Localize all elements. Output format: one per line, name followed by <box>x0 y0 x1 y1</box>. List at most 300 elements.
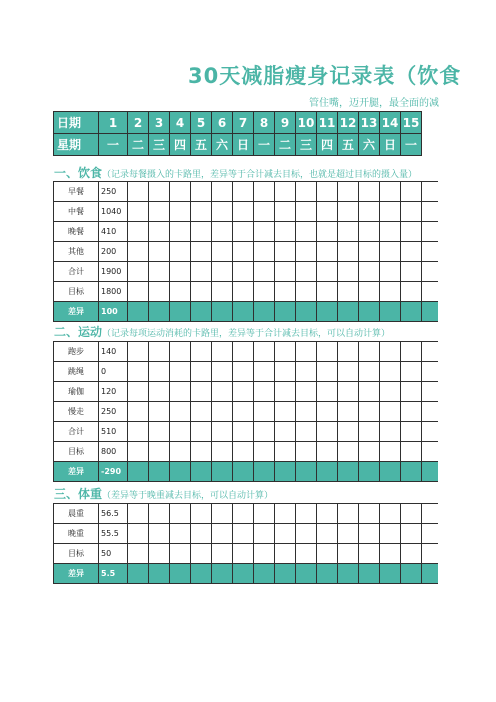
day-entry-cell[interactable] <box>421 341 438 362</box>
day-entry-cell[interactable] <box>127 441 149 462</box>
day-entry-cell[interactable] <box>421 401 438 422</box>
day-entry-cell[interactable] <box>148 543 170 564</box>
day-entry-cell[interactable] <box>169 503 191 524</box>
day-entry-cell[interactable] <box>358 221 380 242</box>
day-entry-cell[interactable] <box>190 241 212 262</box>
day-entry-cell[interactable] <box>295 503 317 524</box>
day-entry-cell[interactable] <box>421 201 438 222</box>
day-entry-cell[interactable] <box>169 563 191 584</box>
diet-row-value[interactable]: 410 <box>98 221 128 242</box>
day-entry-cell[interactable] <box>295 201 317 222</box>
day-entry-cell[interactable] <box>211 401 233 422</box>
day-cell: 3 <box>148 111 170 134</box>
day-entry-cell[interactable] <box>253 181 275 202</box>
day-entry-cell[interactable] <box>400 221 422 242</box>
day-entry-cell[interactable] <box>337 361 359 382</box>
day-entry-cell[interactable] <box>316 201 338 222</box>
day-entry-cell[interactable] <box>148 523 170 544</box>
day-entry-cell[interactable] <box>211 281 233 302</box>
day-entry-cell[interactable] <box>211 241 233 262</box>
day-entry-cell[interactable] <box>253 201 275 222</box>
day-entry-cell[interactable] <box>379 421 401 442</box>
day-entry-cell[interactable] <box>421 503 438 524</box>
day-entry-cell[interactable] <box>148 421 170 442</box>
day-entry-cell[interactable] <box>358 543 380 564</box>
exercise-row-value[interactable]: 120 <box>98 381 128 402</box>
day-entry-cell[interactable] <box>358 381 380 402</box>
day-entry-cell[interactable] <box>169 221 191 242</box>
day-entry-cell[interactable] <box>232 523 254 544</box>
day-cell: 12 <box>337 111 359 134</box>
day-entry-cell[interactable] <box>421 361 438 382</box>
day-entry-cell[interactable] <box>274 181 296 202</box>
day-entry-cell[interactable] <box>337 503 359 524</box>
diet-row-value[interactable]: 1800 <box>98 281 128 302</box>
exercise-row-value[interactable]: 510 <box>98 421 128 442</box>
exercise-row-value[interactable]: 0 <box>98 361 128 382</box>
day-entry-cell[interactable] <box>211 261 233 282</box>
day-entry-cell[interactable] <box>274 361 296 382</box>
day-entry-cell[interactable] <box>358 361 380 382</box>
day-entry-cell[interactable] <box>169 361 191 382</box>
day-entry-cell[interactable] <box>421 241 438 262</box>
day-entry-cell[interactable] <box>295 441 317 462</box>
day-entry-cell[interactable] <box>190 181 212 202</box>
day-entry-cell[interactable] <box>169 381 191 402</box>
day-entry-cell[interactable] <box>127 181 149 202</box>
day-entry-cell[interactable] <box>211 503 233 524</box>
day-entry-cell[interactable] <box>316 563 338 584</box>
day-entry-cell[interactable] <box>190 361 212 382</box>
day-entry-cell[interactable] <box>379 241 401 262</box>
day-entry-cell[interactable] <box>253 503 275 524</box>
day-entry-cell[interactable] <box>169 461 191 482</box>
exercise-row <box>54 361 438 382</box>
day-entry-cell[interactable] <box>253 421 275 442</box>
weight-row-value[interactable]: 5.5 <box>98 563 128 584</box>
day-entry-cell[interactable] <box>253 241 275 262</box>
day-entry-cell[interactable] <box>253 563 275 584</box>
day-entry-cell[interactable] <box>400 241 422 262</box>
day-entry-cell[interactable] <box>211 461 233 482</box>
diet-row-value[interactable]: 250 <box>98 181 128 202</box>
day-entry-cell[interactable] <box>379 503 401 524</box>
diet-row-value[interactable]: 200 <box>98 241 128 262</box>
day-entry-cell[interactable] <box>274 421 296 442</box>
day-entry-cell[interactable] <box>274 281 296 302</box>
day-entry-cell[interactable] <box>148 441 170 462</box>
exercise-row-value[interactable]: 140 <box>98 341 128 362</box>
day-entry-cell[interactable] <box>421 381 438 402</box>
day-entry-cell[interactable] <box>190 461 212 482</box>
day-entry-cell[interactable] <box>127 461 149 482</box>
day-entry-cell[interactable] <box>169 401 191 422</box>
day-entry-cell[interactable] <box>400 181 422 202</box>
day-entry-cell[interactable] <box>274 523 296 544</box>
day-entry-cell[interactable] <box>274 241 296 262</box>
day-entry-cell[interactable] <box>316 543 338 564</box>
day-entry-cell[interactable] <box>148 261 170 282</box>
day-entry-cell[interactable] <box>400 503 422 524</box>
day-entry-cell[interactable] <box>400 261 422 282</box>
day-entry-cell[interactable] <box>232 503 254 524</box>
day-entry-cell[interactable] <box>232 543 254 564</box>
day-entry-cell[interactable] <box>337 221 359 242</box>
day-entry-cell[interactable] <box>232 441 254 462</box>
day-entry-cell[interactable] <box>169 181 191 202</box>
day-entry-cell[interactable] <box>316 221 338 242</box>
day-entry-cell[interactable] <box>232 261 254 282</box>
weight-row-value[interactable]: 55.5 <box>98 523 128 544</box>
weekday-cell: 三 <box>148 133 170 156</box>
day-entry-cell[interactable] <box>127 381 149 402</box>
day-entry-cell[interactable] <box>358 503 380 524</box>
day-entry-cell[interactable] <box>274 563 296 584</box>
day-entry-cell[interactable] <box>253 401 275 422</box>
day-entry-cell[interactable] <box>337 563 359 584</box>
day-entry-cell[interactable] <box>127 401 149 422</box>
day-entry-cell[interactable] <box>337 441 359 462</box>
day-entry-cell[interactable] <box>211 301 233 322</box>
day-entry-cell[interactable] <box>337 341 359 362</box>
day-entry-cell[interactable] <box>316 301 338 322</box>
day-entry-cell[interactable] <box>400 441 422 462</box>
day-entry-cell[interactable] <box>148 401 170 422</box>
day-cell: 4 <box>169 111 191 134</box>
day-entry-cell[interactable] <box>127 301 149 322</box>
day-entry-cell[interactable] <box>211 543 233 564</box>
day-entry-cell[interactable] <box>400 401 422 422</box>
day-entry-cell[interactable] <box>127 563 149 584</box>
diet-row-value[interactable]: 1900 <box>98 261 128 282</box>
day-entry-cell[interactable] <box>253 523 275 544</box>
day-entry-cell[interactable] <box>169 441 191 462</box>
day-entry-cell[interactable] <box>400 301 422 322</box>
day-entry-cell[interactable] <box>379 221 401 242</box>
day-entry-cell[interactable] <box>316 401 338 422</box>
exercise-row-label: 慢走 <box>53 401 99 422</box>
day-entry-cell[interactable] <box>211 341 233 362</box>
exercise-row-value[interactable]: 250 <box>98 401 128 422</box>
day-entry-cell[interactable] <box>337 543 359 564</box>
day-entry-cell[interactable] <box>274 221 296 242</box>
day-entry-cell[interactable] <box>148 221 170 242</box>
day-entry-cell[interactable] <box>379 181 401 202</box>
day-entry-cell[interactable] <box>232 201 254 222</box>
day-entry-cell[interactable] <box>316 361 338 382</box>
day-entry-cell[interactable] <box>169 201 191 222</box>
day-entry-cell[interactable] <box>295 401 317 422</box>
day-entry-cell[interactable] <box>253 543 275 564</box>
day-entry-cell[interactable] <box>127 421 149 442</box>
diet-row-value[interactable]: 100 <box>98 301 128 322</box>
day-entry-cell[interactable] <box>211 381 233 402</box>
day-entry-cell[interactable] <box>421 261 438 282</box>
day-entry-cell[interactable] <box>421 181 438 202</box>
day-entry-cell[interactable] <box>148 381 170 402</box>
day-entry-cell[interactable] <box>295 181 317 202</box>
day-entry-cell[interactable] <box>169 543 191 564</box>
day-entry-cell[interactable] <box>337 261 359 282</box>
day-entry-cell[interactable] <box>316 241 338 262</box>
day-entry-cell[interactable] <box>358 181 380 202</box>
day-entry-cell[interactable] <box>232 563 254 584</box>
day-entry-cell[interactable] <box>190 201 212 222</box>
day-entry-cell[interactable] <box>148 503 170 524</box>
day-entry-cell[interactable] <box>169 523 191 544</box>
day-entry-cell[interactable] <box>190 543 212 564</box>
day-entry-cell[interactable] <box>127 361 149 382</box>
day-entry-cell[interactable] <box>379 441 401 462</box>
day-entry-cell[interactable] <box>232 221 254 242</box>
day-entry-cell[interactable] <box>127 201 149 222</box>
day-entry-cell[interactable] <box>421 221 438 242</box>
day-entry-cell[interactable] <box>358 281 380 302</box>
day-entry-cell[interactable] <box>400 523 422 544</box>
day-entry-cell[interactable] <box>316 181 338 202</box>
day-entry-cell[interactable] <box>400 563 422 584</box>
weight-row-value[interactable]: 56.5 <box>98 503 128 524</box>
day-entry-cell[interactable] <box>400 461 422 482</box>
day-entry-cell[interactable] <box>421 543 438 564</box>
day-entry-cell[interactable] <box>421 461 438 482</box>
day-entry-cell[interactable] <box>211 361 233 382</box>
day-entry-cell[interactable] <box>232 341 254 362</box>
day-entry-cell[interactable] <box>379 201 401 222</box>
day-cell: 2 <box>127 111 149 134</box>
day-entry-cell[interactable] <box>400 341 422 362</box>
day-entry-cell[interactable] <box>274 261 296 282</box>
day-entry-cell[interactable] <box>421 301 438 322</box>
weekday-cell: 六 <box>358 133 380 156</box>
day-entry-cell[interactable] <box>316 461 338 482</box>
day-entry-cell[interactable] <box>232 361 254 382</box>
day-entry-cell[interactable] <box>337 181 359 202</box>
day-entry-cell[interactable] <box>148 281 170 302</box>
day-entry-cell[interactable] <box>295 421 317 442</box>
day-entry-cell[interactable] <box>400 361 422 382</box>
day-entry-cell[interactable] <box>148 341 170 362</box>
day-entry-cell[interactable] <box>379 301 401 322</box>
day-entry-cell[interactable] <box>358 563 380 584</box>
diet-row-value[interactable]: 1040 <box>98 201 128 222</box>
day-entry-cell[interactable] <box>379 461 401 482</box>
day-entry-cell[interactable] <box>190 281 212 302</box>
day-entry-cell[interactable] <box>148 241 170 262</box>
day-entry-cell[interactable] <box>358 301 380 322</box>
day-entry-cell[interactable] <box>421 281 438 302</box>
day-entry-cell[interactable] <box>148 201 170 222</box>
day-entry-cell[interactable] <box>316 261 338 282</box>
day-entry-cell[interactable] <box>274 503 296 524</box>
day-entry-cell[interactable] <box>337 461 359 482</box>
day-entry-cell[interactable] <box>295 261 317 282</box>
day-entry-cell[interactable] <box>358 421 380 442</box>
day-entry-cell[interactable] <box>127 523 149 544</box>
day-entry-cell[interactable] <box>295 241 317 262</box>
day-entry-cell[interactable] <box>337 401 359 422</box>
day-entry-cell[interactable] <box>337 523 359 544</box>
day-entry-cell[interactable] <box>190 401 212 422</box>
day-entry-cell[interactable] <box>421 523 438 544</box>
day-entry-cell[interactable] <box>253 261 275 282</box>
day-entry-cell[interactable] <box>421 421 438 442</box>
day-entry-cell[interactable] <box>274 543 296 564</box>
day-entry-cell[interactable] <box>316 281 338 302</box>
day-entry-cell[interactable] <box>169 261 191 282</box>
day-entry-cell[interactable] <box>127 261 149 282</box>
day-entry-cell[interactable] <box>358 341 380 362</box>
day-entry-cell[interactable] <box>190 523 212 544</box>
day-entry-cell[interactable] <box>400 281 422 302</box>
day-entry-cell[interactable] <box>295 543 317 564</box>
day-entry-cell[interactable] <box>274 441 296 462</box>
day-entry-cell[interactable] <box>295 381 317 402</box>
day-entry-cell[interactable] <box>358 523 380 544</box>
day-entry-cell[interactable] <box>211 441 233 462</box>
day-entry-cell[interactable] <box>316 341 338 362</box>
day-entry-cell[interactable] <box>253 341 275 362</box>
day-entry-cell[interactable] <box>232 461 254 482</box>
day-entry-cell[interactable] <box>253 301 275 322</box>
day-entry-cell[interactable] <box>232 421 254 442</box>
day-entry-cell[interactable] <box>379 563 401 584</box>
day-entry-cell[interactable] <box>232 281 254 302</box>
day-entry-cell[interactable] <box>232 301 254 322</box>
day-entry-cell[interactable] <box>127 281 149 302</box>
day-entry-cell[interactable] <box>190 563 212 584</box>
day-entry-cell[interactable] <box>295 281 317 302</box>
day-entry-cell[interactable] <box>253 281 275 302</box>
day-entry-cell[interactable] <box>211 201 233 222</box>
day-entry-cell[interactable] <box>379 381 401 402</box>
day-entry-cell[interactable] <box>253 461 275 482</box>
day-entry-cell[interactable] <box>190 421 212 442</box>
day-entry-cell[interactable] <box>316 381 338 402</box>
day-entry-cell[interactable] <box>190 221 212 242</box>
day-entry-cell[interactable] <box>379 341 401 362</box>
day-entry-cell[interactable] <box>211 181 233 202</box>
day-entry-cell[interactable] <box>337 201 359 222</box>
weekday-cell: 四 <box>316 133 338 156</box>
day-entry-cell[interactable] <box>379 281 401 302</box>
day-entry-cell[interactable] <box>169 301 191 322</box>
day-entry-cell[interactable] <box>232 181 254 202</box>
weight-row-label: 差异 <box>53 563 99 584</box>
day-entry-cell[interactable] <box>190 441 212 462</box>
day-entry-cell[interactable] <box>274 341 296 362</box>
exercise-row-value[interactable]: 800 <box>98 441 128 462</box>
day-entry-cell[interactable] <box>127 503 149 524</box>
day-entry-cell[interactable] <box>337 281 359 302</box>
day-entry-cell[interactable] <box>316 523 338 544</box>
day-entry-cell[interactable] <box>274 301 296 322</box>
day-entry-cell[interactable] <box>295 361 317 382</box>
day-entry-cell[interactable] <box>421 563 438 584</box>
day-entry-cell[interactable] <box>379 261 401 282</box>
day-entry-cell[interactable] <box>295 221 317 242</box>
day-entry-cell[interactable] <box>400 543 422 564</box>
day-entry-cell[interactable] <box>169 241 191 262</box>
day-entry-cell[interactable] <box>190 261 212 282</box>
day-entry-cell[interactable] <box>211 563 233 584</box>
day-entry-cell[interactable] <box>190 503 212 524</box>
day-entry-cell[interactable] <box>127 221 149 242</box>
day-entry-cell[interactable] <box>232 401 254 422</box>
day-entry-cell[interactable] <box>169 421 191 442</box>
day-entry-cell[interactable] <box>232 241 254 262</box>
exercise-row-value[interactable]: -290 <box>98 461 128 482</box>
day-entry-cell[interactable] <box>295 563 317 584</box>
day-entry-cell[interactable] <box>253 361 275 382</box>
day-entry-cell[interactable] <box>358 201 380 222</box>
day-entry-cell[interactable] <box>148 181 170 202</box>
day-entry-cell[interactable] <box>190 381 212 402</box>
day-entry-cell[interactable] <box>274 401 296 422</box>
day-entry-cell[interactable] <box>148 563 170 584</box>
day-entry-cell[interactable] <box>295 341 317 362</box>
day-entry-cell[interactable] <box>358 441 380 462</box>
day-entry-cell[interactable] <box>400 201 422 222</box>
day-entry-cell[interactable] <box>211 221 233 242</box>
day-entry-cell[interactable] <box>379 523 401 544</box>
day-entry-cell[interactable] <box>379 361 401 382</box>
day-entry-cell[interactable] <box>253 221 275 242</box>
day-entry-cell[interactable] <box>379 401 401 422</box>
day-entry-cell[interactable] <box>127 341 149 362</box>
day-entry-cell[interactable] <box>211 523 233 544</box>
day-entry-cell[interactable] <box>379 543 401 564</box>
day-entry-cell[interactable] <box>358 401 380 422</box>
day-entry-cell[interactable] <box>316 503 338 524</box>
day-entry-cell[interactable] <box>274 461 296 482</box>
day-entry-cell[interactable] <box>295 301 317 322</box>
day-entry-cell[interactable] <box>169 341 191 362</box>
day-entry-cell[interactable] <box>295 523 317 544</box>
day-entry-cell[interactable] <box>337 301 359 322</box>
day-entry-cell[interactable] <box>274 381 296 402</box>
day-entry-cell[interactable] <box>148 301 170 322</box>
day-entry-cell[interactable] <box>337 241 359 262</box>
weekday-cell: 四 <box>169 133 191 156</box>
day-entry-cell[interactable] <box>211 421 233 442</box>
day-entry-cell[interactable] <box>190 341 212 362</box>
day-entry-cell[interactable] <box>127 241 149 262</box>
day-entry-cell[interactable] <box>148 461 170 482</box>
day-entry-cell[interactable] <box>274 201 296 222</box>
exercise-row <box>54 381 438 402</box>
day-entry-cell[interactable] <box>337 421 359 442</box>
day-entry-cell[interactable] <box>295 461 317 482</box>
day-entry-cell[interactable] <box>232 381 254 402</box>
day-entry-cell[interactable] <box>316 421 338 442</box>
day-entry-cell[interactable] <box>421 441 438 462</box>
day-entry-cell[interactable] <box>316 441 338 462</box>
day-entry-cell[interactable] <box>148 361 170 382</box>
weight-row-value[interactable]: 50 <box>98 543 128 564</box>
day-entry-cell[interactable] <box>358 261 380 282</box>
day-entry-cell[interactable] <box>400 381 422 402</box>
day-entry-cell[interactable] <box>190 301 212 322</box>
day-entry-cell[interactable] <box>169 281 191 302</box>
day-entry-cell[interactable] <box>358 461 380 482</box>
day-entry-cell[interactable] <box>358 241 380 262</box>
day-entry-cell[interactable] <box>127 543 149 564</box>
day-entry-cell[interactable] <box>337 381 359 402</box>
day-entry-cell[interactable] <box>400 421 422 442</box>
day-entry-cell[interactable] <box>253 441 275 462</box>
day-entry-cell[interactable] <box>253 381 275 402</box>
